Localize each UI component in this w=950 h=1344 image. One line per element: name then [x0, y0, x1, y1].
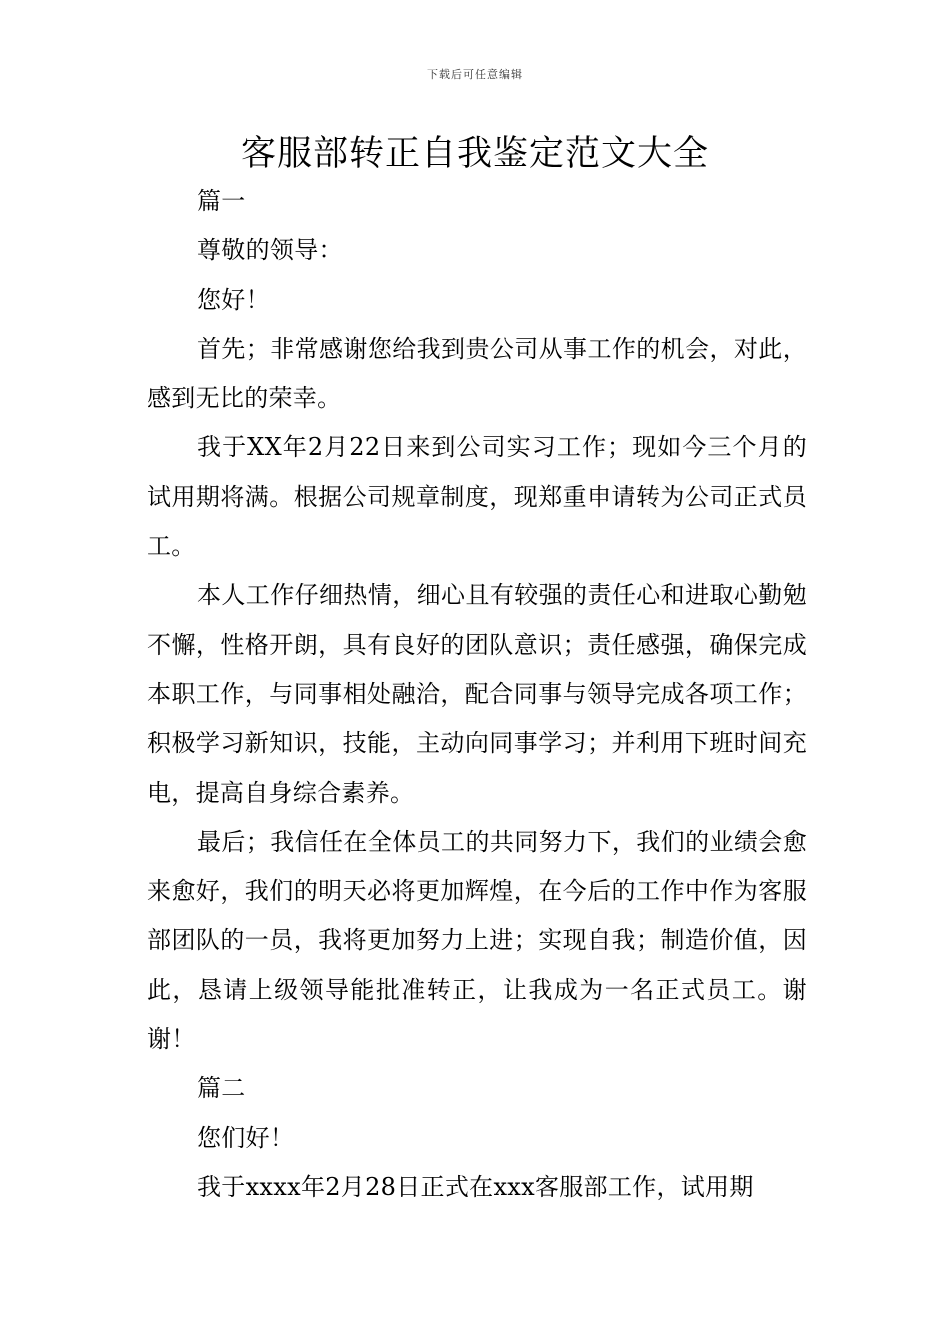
body-paragraph: 我于XX年2月22日来到公司实习工作；现如今三个月的试用期将满。根据公司规章制度，现郑重申请转为公司正式员工。	[147, 433, 807, 561]
body-paragraph: 本人工作仔细热情，细心且有较强的责任心和进取心勤勉不懈，性格开朗，具有良好的团队意识；责任感强，确保完成本职工作，与同事相处融洽，配合同事与领导完成各项工作；积极学习新知识，技能，主动向同事学习；并利用下班时间充电，提高自身综合素养。	[147, 581, 807, 807]
salutation: 尊敬的领导：	[197, 236, 343, 265]
document-title: 客服部转正自我鉴定范文大全	[240, 134, 709, 174]
greeting: 您们好！	[197, 1123, 295, 1152]
greeting: 您好！	[197, 285, 270, 314]
section-heading-1: 篇一	[197, 187, 246, 215]
document-body	[147, 177, 807, 1212]
body-paragraph: 首先；非常感谢您给我到贵公司从事工作的机会，对此，感到无比的荣幸。	[147, 334, 807, 413]
section-heading-2: 篇二	[197, 1074, 246, 1103]
body-paragraph: 我于xxxx年2月28日正式在xxx客服部工作，试用期	[197, 1172, 754, 1201]
header-note: 下载后可任意编辑	[427, 68, 523, 81]
body-paragraph: 最后；我信任在全体员工的共同努力下，我们的业绩会愈来愈好，我们的明天必将更加辉煌，在今后的工作中作为客服部团队的一员，我将更加努力上进；实现自我；制造价值，因此，恳请上级领导能批准转正，让我成为一名正式员工。谢谢！	[147, 827, 807, 1054]
